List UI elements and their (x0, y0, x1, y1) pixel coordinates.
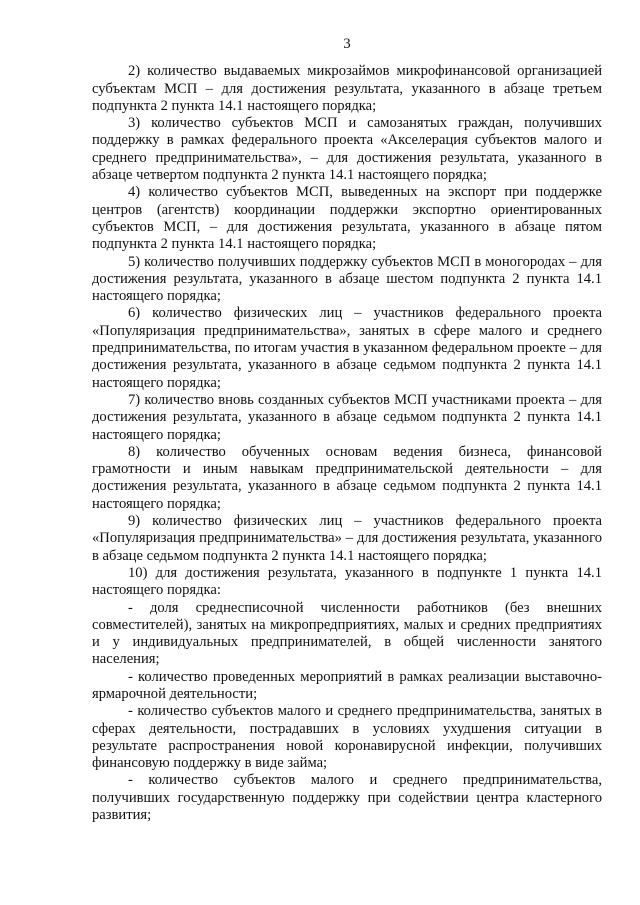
paragraph: 10) для достижения результата, указанного в подпункте 1 пункта 14.1 настоящего порядка: (92, 564, 602, 599)
list-item: - количество субъектов малого и среднего предпринимательства, получивших государственную поддержку при содействии центра кластерного развития; (92, 772, 602, 824)
paragraph: 7) количество вновь созданных субъектов МСП участниками проекта – для достижения результата, указанного в абзаце седьмом подпункта 2 пункта 14.1 настоящего порядка; (92, 391, 602, 443)
paragraph: 4) количество субъектов МСП, выведенных на экспорт при поддержке центров (агентств) координации поддержки экспортно ориентированных субъектов МСП, – для достижения результата, указанного в абзаце пятом подпункта 2 пункта 14.1 настоящего порядка; (92, 184, 602, 253)
list-item: - количество субъектов малого и среднего предпринимательства, занятых в сферах деятельности, пострадавших в условиях ухудшения ситуации в результате распространения новой коронавирусной инфекции, получивших финансовую поддержку в виде займа; (92, 703, 602, 772)
paragraph: 3) количество субъектов МСП и самозанятых граждан, получивших поддержку в рамках федерального проекта «Акселерация субъектов малого и среднего предпринимательства», – для достижения результата, указанного в абзаце четвертом подпункта 2 пункта 14.1 настоящего порядка; (92, 115, 602, 184)
paragraph: 5) количество получивших поддержку субъектов МСП в моногородах – для достижения результата, указанного в абзаце шестом подпункта 2 пункта 14.1 настоящего порядка; (92, 253, 602, 305)
paragraph: 2) количество выдаваемых микрозаймов микрофинансовой организацией субъектам МСП – для достижения результата, указанного в абзаце третьем подпункта 2 пункта 14.1 настоящего порядка; (92, 63, 602, 114)
document-body (92, 63, 602, 824)
paragraph: 6) количество физических лиц – участников федерального проекта «Популяризация предпринимательства», занятых в сфере малого и среднего предпринимательства, по итогам участия в указанном федеральном проекте – для достижения результата, указанного в абзаце седьмом подпункта 2 пункта 14.1 настоящего порядка; (92, 305, 602, 391)
paragraph: 8) количество обученных основам ведения бизнеса, финансовой грамотности и иным навыкам предпринимательской деятельности – для достижения результата, указанного в абзаце седьмом подпункта 2 пункта 14.1 настоящего порядка; (92, 443, 602, 512)
list-item: - доля среднесписочной численности работников (без внешних совместителей), занятых на микропредприятиях, малых и средних предприятиях и у индивидуальных предпринимателей, в общей численности занятого населения; (92, 599, 602, 668)
paragraph: 9) количество физических лиц – участников федерального проекта «Популяризация предпринимательства» – для достижения результата, указанного в абзаце седьмом подпункта 2 пункта 14.1 настоящего порядка; (92, 513, 602, 564)
list-item: - количество проведенных мероприятий в рамках реализации выставочно-ярмарочной деятельности; (92, 668, 602, 702)
page-number: 3 (343, 36, 351, 52)
